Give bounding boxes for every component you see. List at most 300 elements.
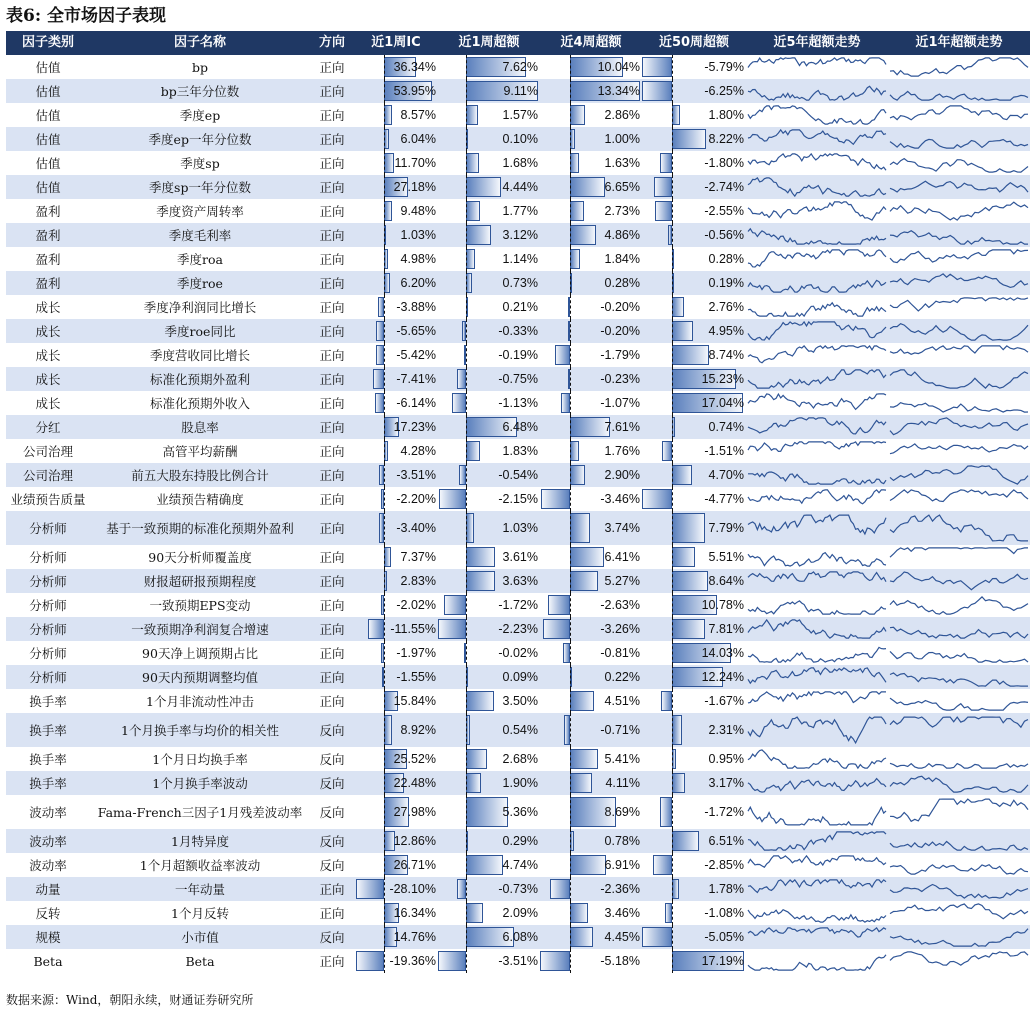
factor-name: 股息率 (181, 419, 219, 435)
zero-axis-line (672, 343, 673, 367)
factor-category: Beta (33, 953, 63, 969)
value-text: 0.95% (708, 752, 744, 766)
zero-axis-line (384, 175, 385, 199)
factor-name: 季度营收同比增长 (149, 347, 250, 363)
factor-category: 成长 (35, 323, 61, 339)
e1-cell (438, 617, 540, 641)
e4-cell (540, 391, 642, 415)
trend-5y-sparkline (748, 713, 886, 747)
value-text: -5.65% (396, 324, 436, 338)
table-row (6, 641, 1030, 665)
value-bar (438, 951, 466, 971)
e50-cell (642, 271, 746, 295)
zero-axis-line (384, 79, 385, 103)
zero-axis-line (672, 747, 673, 771)
value-text: 7.81% (708, 622, 744, 636)
value-text: -5.05% (704, 930, 744, 944)
table-row (6, 247, 1030, 271)
trend-1y-sparkline (890, 877, 1028, 901)
trend-line (890, 572, 1028, 590)
trend-1y-sparkline (890, 901, 1028, 925)
factor-direction: 正向 (319, 669, 345, 685)
trend-line (748, 668, 886, 683)
trend-1y-sparkline (890, 617, 1028, 641)
zero-axis-line (570, 55, 571, 79)
e4-cell (540, 487, 642, 511)
trend-5y-sparkline (748, 79, 886, 103)
trend-line (890, 885, 1028, 899)
trend-5y-sparkline (748, 949, 886, 973)
trend-line (890, 324, 1028, 340)
trend-line (890, 763, 1028, 768)
value-text: 0.10% (502, 132, 538, 146)
value-bar (672, 513, 705, 543)
trend-5y-sparkline (748, 295, 886, 319)
zero-axis-line (570, 175, 571, 199)
value-text: 3.63% (502, 574, 538, 588)
zero-axis-line (384, 415, 385, 439)
ic-cell (354, 55, 438, 79)
value-bar (570, 855, 606, 875)
zero-axis-line (570, 593, 571, 617)
trend-line (748, 601, 886, 614)
factor-direction: 反向 (319, 857, 345, 873)
factor-name: bp (191, 59, 208, 75)
factor-direction: 正向 (319, 227, 345, 243)
trend-line (748, 910, 886, 922)
value-bar (439, 489, 466, 509)
trend-line (890, 418, 1028, 435)
trend-line (748, 442, 886, 452)
zero-axis-line (570, 949, 571, 973)
trend-1y-sparkline (890, 127, 1028, 151)
zero-axis-line (384, 689, 385, 713)
trend-1y-sparkline (890, 79, 1028, 103)
e4-cell (540, 795, 642, 829)
value-text: -1.97% (396, 646, 436, 660)
zero-axis-line (570, 271, 571, 295)
trend-line (890, 952, 1028, 965)
trend-1y-sparkline (890, 295, 1028, 319)
value-bar (570, 547, 604, 567)
table-row (6, 415, 1030, 439)
trend-5y-sparkline (748, 391, 886, 415)
zero-axis-line (672, 487, 673, 511)
e4-cell (540, 771, 642, 795)
trend-5y-sparkline (748, 901, 886, 925)
trend-5y-sparkline (748, 511, 886, 545)
trend-line (890, 181, 1028, 192)
table-row (6, 55, 1030, 79)
zero-axis-line (466, 439, 467, 463)
e50-cell (642, 175, 746, 199)
value-bar (672, 715, 682, 745)
table-row (6, 593, 1030, 617)
factor-direction: 正向 (319, 520, 345, 536)
value-text: -2.74% (704, 180, 744, 194)
e4-cell (540, 949, 642, 973)
trend-line (890, 515, 1028, 541)
e50-cell (642, 771, 746, 795)
zero-axis-line (672, 151, 673, 175)
e1-cell (438, 665, 540, 689)
zero-axis-line (466, 877, 467, 901)
factor-name: Fama-French三因子1月残差波动率 (97, 804, 303, 820)
factor-category: 波动率 (29, 833, 67, 849)
value-text: 12.24% (701, 670, 744, 684)
factor-name: 季度资产周转率 (156, 203, 244, 219)
ic-cell (354, 665, 438, 689)
value-text: 2.83% (400, 574, 436, 588)
factor-category: 成长 (35, 395, 61, 411)
zero-axis-line (672, 175, 673, 199)
trend-line (748, 779, 886, 793)
value-bar (466, 225, 491, 245)
zero-axis-line (384, 795, 385, 829)
factor-category: 公司治理 (22, 443, 73, 459)
value-bar (563, 643, 570, 663)
factor-direction: 正向 (319, 179, 345, 195)
trend-line (748, 928, 886, 937)
zero-axis-line (570, 463, 571, 487)
value-bar (570, 513, 590, 543)
value-text: 17.19% (701, 954, 744, 968)
table-row (6, 79, 1030, 103)
value-text: -2.15% (498, 492, 538, 506)
factor-category: 估值 (35, 155, 61, 171)
trend-5y-sparkline (748, 487, 886, 511)
factor-name: 1个月非流动性冲击 (146, 693, 254, 709)
value-text: 0.74% (708, 420, 744, 434)
table-row (6, 127, 1030, 151)
value-text: 6.04% (400, 132, 436, 146)
value-text: -1.55% (396, 670, 436, 684)
factor-category: 分析师 (29, 645, 67, 661)
factor-category: 业绩预告质量 (10, 491, 86, 507)
e4-cell (540, 439, 642, 463)
e1-cell (438, 247, 540, 271)
value-text: 1.83% (502, 444, 538, 458)
value-text: 10.04% (597, 60, 640, 74)
ic-cell (354, 713, 438, 747)
header-ic-1w: 近1周IC (371, 35, 421, 50)
e4-cell (540, 151, 642, 175)
value-bar (466, 153, 479, 173)
e4-cell (540, 545, 642, 569)
value-text: 3.17% (708, 776, 744, 790)
zero-axis-line (672, 79, 673, 103)
value-text: 4.11% (605, 776, 640, 790)
value-text: 26.71% (393, 858, 436, 872)
factor-category: 换手率 (29, 775, 67, 791)
factor-name: 业绩预告精确度 (156, 491, 244, 507)
factor-direction: 正向 (319, 953, 345, 969)
zero-axis-line (570, 391, 571, 415)
factor-category: 分析师 (29, 597, 67, 613)
trend-1y-sparkline (890, 925, 1028, 949)
value-text: 2.73% (604, 204, 640, 218)
value-text: 7.37% (400, 550, 436, 564)
table-row (6, 295, 1030, 319)
header-name: 因子名称 (173, 35, 226, 50)
trend-line (890, 548, 1028, 557)
factor-direction: 正向 (319, 491, 345, 507)
table-row (6, 545, 1030, 569)
zero-axis-line (466, 795, 467, 829)
trend-5y-sparkline (748, 319, 886, 343)
value-text: 8.92% (400, 723, 436, 737)
table-row (6, 925, 1030, 949)
value-text: -0.23% (600, 372, 640, 386)
value-bar (642, 57, 672, 77)
value-text: 8.69% (604, 805, 640, 819)
table-row (6, 877, 1030, 901)
header-excess-4w: 近4周超额 (560, 35, 622, 50)
trend-line (890, 490, 1028, 502)
trend-line (890, 929, 1028, 946)
value-text: -2.23% (498, 622, 538, 636)
zero-axis-line (466, 199, 467, 223)
trend-1y-sparkline (890, 319, 1028, 343)
value-text: -0.20% (600, 324, 640, 338)
factor-direction: 正向 (319, 59, 345, 75)
factor-name: 季度ep一年分位数 (148, 131, 252, 147)
trend-line (748, 955, 886, 970)
trend-1y-sparkline (890, 713, 1028, 747)
value-text: -3.26% (600, 622, 640, 636)
e50-cell (642, 689, 746, 713)
value-text: 0.21% (502, 300, 538, 314)
zero-axis-line (466, 949, 467, 973)
zero-axis-line (466, 271, 467, 295)
e50-cell (642, 151, 746, 175)
table-row (6, 853, 1030, 877)
e50-cell (642, 391, 746, 415)
value-text: 6.41% (604, 550, 640, 564)
header-trend-5y: 近5年超额走势 (773, 35, 861, 50)
trend-line (748, 394, 886, 410)
factor-name: 标准化预期外盈利 (149, 371, 250, 387)
e50-cell (642, 593, 746, 617)
zero-axis-line (466, 79, 467, 103)
trend-line (890, 627, 1028, 638)
value-bar (459, 465, 466, 485)
e50-cell (642, 295, 746, 319)
factor-name: bp三年分位数 (160, 83, 240, 99)
value-bar (570, 177, 605, 197)
zero-axis-line (672, 641, 673, 665)
ic-cell (354, 795, 438, 829)
zero-axis-line (672, 901, 673, 925)
value-bar (642, 927, 672, 947)
trend-1y-sparkline (890, 689, 1028, 713)
trend-line (748, 370, 886, 388)
value-bar (642, 489, 672, 509)
e1-cell (438, 545, 540, 569)
trend-1y-sparkline (890, 665, 1028, 689)
value-text: 14.03% (701, 646, 744, 660)
factor-category: 波动率 (29, 804, 67, 820)
zero-axis-line (466, 617, 467, 641)
zero-axis-line (570, 343, 571, 367)
value-text: -3.51% (498, 954, 538, 968)
factor-direction: 正向 (319, 419, 345, 435)
zero-axis-line (384, 925, 385, 949)
value-text: 3.61% (502, 550, 538, 564)
value-bar (466, 547, 495, 567)
zero-axis-line (384, 747, 385, 771)
ic-cell (354, 689, 438, 713)
value-text: 17.23% (393, 420, 436, 434)
value-text: 2.90% (604, 468, 640, 482)
trend-1y-sparkline (890, 641, 1028, 665)
value-text: 12.86% (393, 834, 436, 848)
e1-cell (438, 343, 540, 367)
value-bar (660, 153, 672, 173)
value-text: 1.57% (502, 108, 538, 122)
zero-axis-line (570, 771, 571, 795)
zero-axis-line (466, 901, 467, 925)
factor-direction: 正向 (319, 693, 345, 709)
value-text: 15.23% (701, 372, 744, 386)
trend-5y-sparkline (748, 829, 886, 853)
value-bar (654, 177, 672, 197)
e1-cell (438, 415, 540, 439)
e4-cell (540, 747, 642, 771)
ic-cell (354, 199, 438, 223)
trend-line (748, 692, 886, 703)
value-bar (550, 879, 570, 899)
value-text: -2.02% (396, 598, 436, 612)
value-text: -1.67% (704, 694, 744, 708)
zero-axis-line (570, 713, 571, 747)
value-bar (570, 691, 594, 711)
factor-name: 季度毛利率 (168, 227, 232, 243)
value-text: -2.36% (600, 882, 640, 896)
e1-cell (438, 271, 540, 295)
trend-5y-sparkline (748, 877, 886, 901)
zero-axis-line (466, 665, 467, 689)
trend-1y-sparkline (890, 569, 1028, 593)
e1-cell (438, 319, 540, 343)
value-bar (356, 951, 384, 971)
factor-category: 成长 (35, 347, 61, 363)
zero-axis-line (672, 949, 673, 973)
e4-cell (540, 415, 642, 439)
trend-1y-sparkline (890, 391, 1028, 415)
trend-1y-sparkline (890, 271, 1028, 295)
table-row (6, 151, 1030, 175)
zero-axis-line (466, 151, 467, 175)
e4-cell (540, 617, 642, 641)
factor-direction: 正向 (319, 347, 345, 363)
factor-name: 1个月换手率波动 (152, 775, 248, 791)
zero-axis-line (570, 319, 571, 343)
trend-1y-sparkline (890, 151, 1028, 175)
ic-cell (354, 103, 438, 127)
value-bar (570, 571, 598, 591)
value-bar (570, 749, 598, 769)
factor-direction: 正向 (319, 905, 345, 921)
trend-line (890, 139, 1028, 148)
zero-axis-line (466, 295, 467, 319)
value-text: -0.56% (704, 228, 744, 242)
trend-line (748, 856, 886, 867)
trend-5y-sparkline (748, 271, 886, 295)
value-bar (376, 321, 384, 341)
factor-category: 盈利 (35, 251, 61, 267)
e50-cell (642, 569, 746, 593)
trend-5y-sparkline (748, 199, 886, 223)
trend-line (890, 250, 1028, 263)
zero-axis-line (672, 415, 673, 439)
ic-cell (354, 79, 438, 103)
value-text: 0.28% (604, 276, 640, 290)
zero-axis-line (672, 665, 673, 689)
ic-cell (354, 487, 438, 511)
factor-direction: 正向 (319, 395, 345, 411)
e1-cell (438, 103, 540, 127)
zero-axis-line (672, 199, 673, 223)
factor-direction: 正向 (319, 275, 345, 291)
value-bar (373, 369, 384, 389)
table-row (6, 319, 1030, 343)
value-text: 15.84% (393, 694, 436, 708)
value-text: -3.40% (396, 521, 436, 535)
zero-axis-line (466, 853, 467, 877)
value-text: 0.54% (502, 723, 538, 737)
trend-line (748, 106, 886, 124)
ic-cell (354, 223, 438, 247)
ic-cell (354, 545, 438, 569)
factor-direction: 反向 (319, 804, 345, 820)
value-text: -0.54% (498, 468, 538, 482)
zero-axis-line (466, 391, 467, 415)
zero-axis-line (570, 151, 571, 175)
e4-cell (540, 853, 642, 877)
trend-1y-sparkline (890, 343, 1028, 367)
zero-axis-line (384, 569, 385, 593)
zero-axis-line (672, 367, 673, 391)
value-text: 6.65% (604, 180, 640, 194)
zero-axis-line (384, 545, 385, 569)
e1-cell (438, 877, 540, 901)
value-bar (384, 153, 394, 173)
trend-1y-sparkline (890, 771, 1028, 795)
zero-axis-line (466, 747, 467, 771)
trend-line (890, 842, 1028, 851)
ic-cell (354, 511, 438, 545)
value-text: 1.03% (400, 228, 436, 242)
value-bar (672, 547, 695, 567)
value-text: 0.28% (708, 252, 744, 266)
e4-cell (540, 665, 642, 689)
trend-line (748, 717, 886, 743)
e50-cell (642, 223, 746, 247)
value-text: 6.08% (502, 930, 538, 944)
ic-cell (354, 271, 438, 295)
value-text: -2.63% (600, 598, 640, 612)
value-text: 2.09% (502, 906, 538, 920)
zero-axis-line (672, 877, 673, 901)
zero-axis-line (466, 569, 467, 593)
factor-name: 一致预期净利润复合增速 (131, 621, 269, 637)
value-text: -5.18% (600, 954, 640, 968)
value-text: -6.14% (396, 396, 436, 410)
factor-name: 季度roa (177, 251, 223, 267)
zero-axis-line (570, 199, 571, 223)
factor-category: 反转 (35, 905, 61, 921)
